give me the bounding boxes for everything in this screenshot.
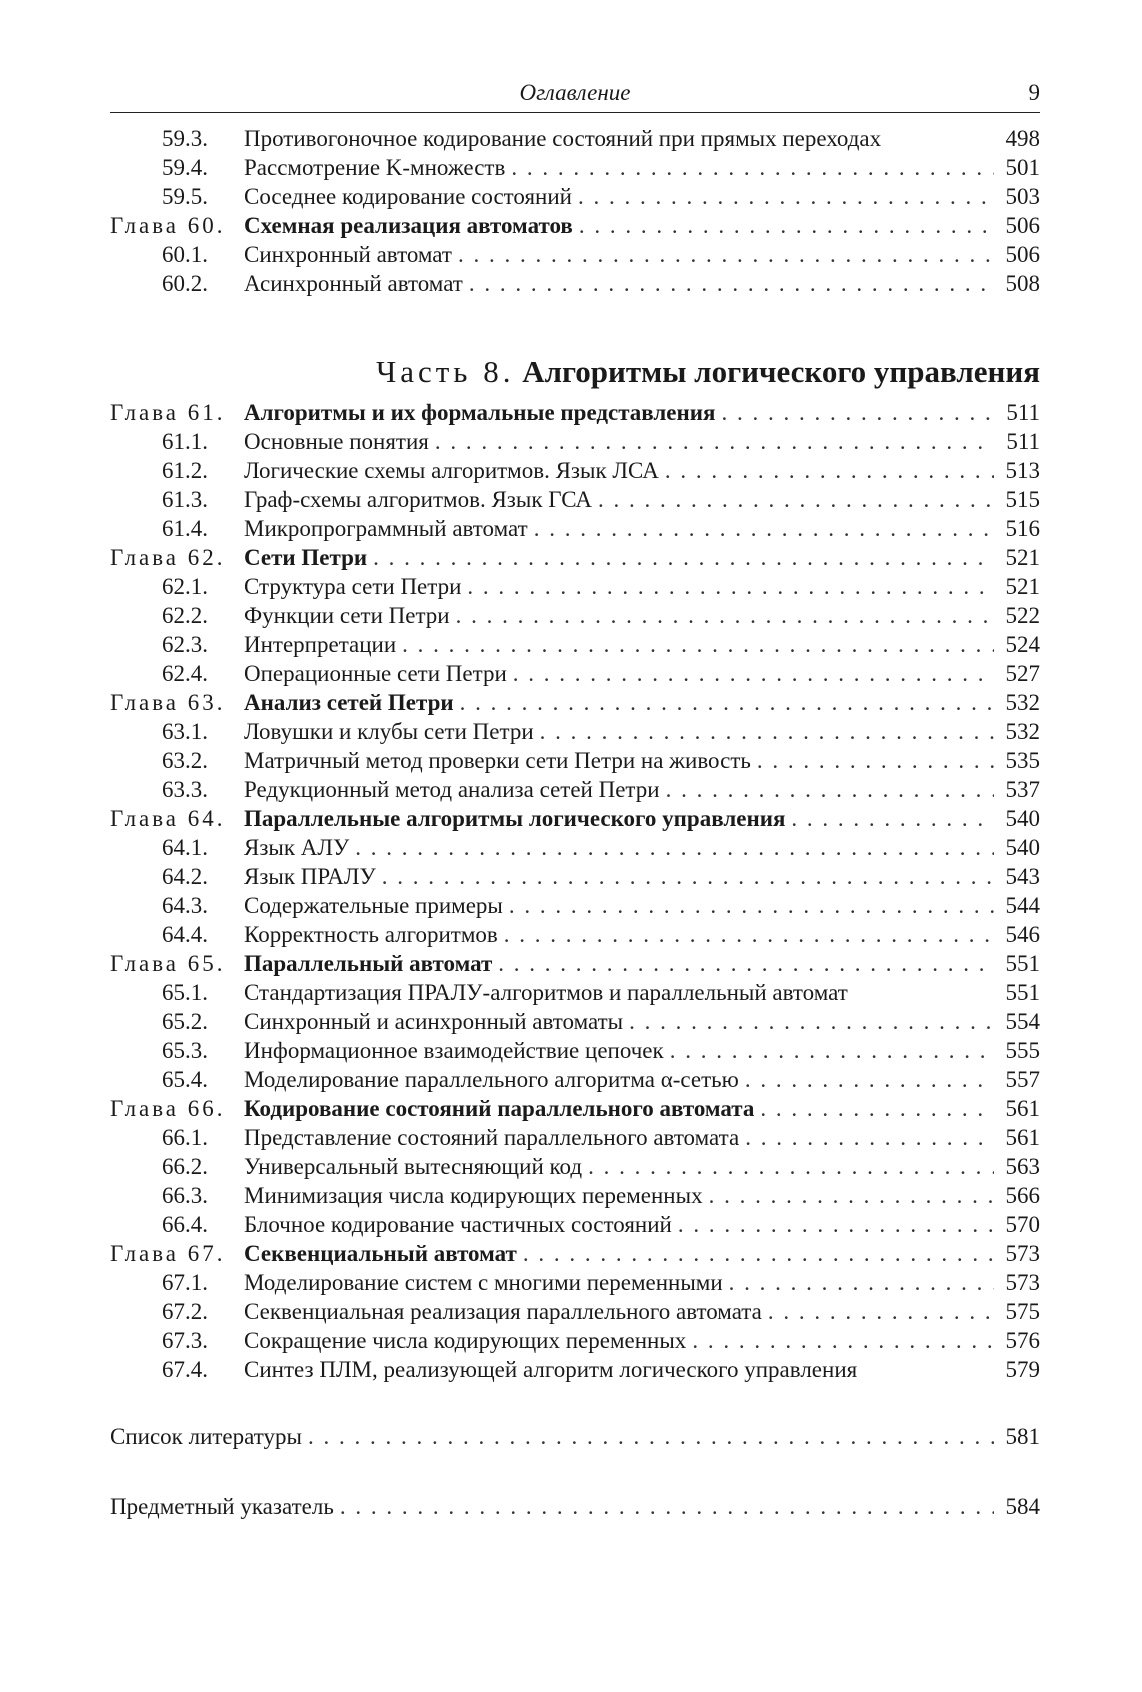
- toc-back-matter: [110, 1420, 1040, 1524]
- dot-leader: [629, 1007, 994, 1036]
- entry-page-number: 573: [1005, 1241, 1040, 1266]
- toc-entry-section[interactable]: [110, 1355, 1040, 1384]
- section-number: 62.2.: [162, 603, 208, 628]
- section-number: 61.4.: [162, 516, 208, 541]
- entry-title: Блочное кодирование частичных состояний: [244, 1212, 672, 1237]
- dot-leader: [355, 833, 994, 862]
- dot-leader: [709, 1181, 994, 1210]
- dot-leader: [579, 211, 994, 240]
- dot-leader: [665, 456, 994, 485]
- toc-entry-section[interactable]: [110, 630, 1040, 659]
- entry-title: Секвенциальная реализация параллельного автомата: [244, 1299, 762, 1324]
- entry-page-number: 506: [1005, 242, 1040, 267]
- toc-entry-section[interactable]: [110, 1152, 1040, 1181]
- dot-leader: [692, 1326, 994, 1355]
- dot-leader: [513, 659, 994, 688]
- entry-title: Корректность алгоритмов: [244, 922, 498, 947]
- toc-entry-section[interactable]: [110, 240, 1040, 269]
- entry-page-number: 527: [1005, 661, 1040, 686]
- toc-entry-section[interactable]: [110, 1123, 1040, 1152]
- section-number: 67.1.: [162, 1270, 208, 1295]
- dot-leader: [467, 572, 994, 601]
- toc-entry-section[interactable]: [110, 717, 1040, 746]
- toc-entry-section[interactable]: [110, 1181, 1040, 1210]
- section-number: 67.2.: [162, 1299, 208, 1324]
- section-number: 62.1.: [162, 574, 208, 599]
- toc-list-top: [110, 124, 1040, 298]
- entry-title: Логические схемы алгоритмов. Язык ЛСА: [244, 458, 659, 483]
- toc-entry-section[interactable]: [110, 862, 1040, 891]
- entry-title: Сети Петри: [244, 545, 368, 570]
- toc-entry-chapter[interactable]: [110, 688, 1040, 717]
- toc-entry-section[interactable]: [110, 1268, 1040, 1297]
- entry-page-number: 573: [1005, 1270, 1040, 1295]
- dot-leader: [340, 1490, 994, 1524]
- entry-title: Параллельный автомат: [244, 951, 493, 976]
- entry-title: Алгоритмы и их формальные представления: [244, 400, 716, 425]
- entry-title: Анализ сетей Петри: [244, 690, 454, 715]
- entry-title: Моделирование параллельного алгоритма α-сетью: [244, 1067, 739, 1092]
- section-number: 67.4.: [162, 1357, 208, 1382]
- section-number: 64.2.: [162, 864, 208, 889]
- toc-entry-chapter[interactable]: [110, 543, 1040, 572]
- toc-list-part: [110, 398, 1040, 1384]
- entry-page-number: 575: [1005, 1299, 1040, 1324]
- toc-entry-section[interactable]: [110, 891, 1040, 920]
- entry-page-number: 537: [1005, 777, 1040, 802]
- toc-entry-section[interactable]: [110, 572, 1040, 601]
- dot-leader: [578, 182, 994, 211]
- section-number: 63.3.: [162, 777, 208, 802]
- entry-page-number: 561: [1005, 1096, 1040, 1121]
- toc-entry-section[interactable]: [110, 1326, 1040, 1355]
- toc-entry-chapter[interactable]: [110, 1239, 1040, 1268]
- dot-leader: [435, 427, 994, 456]
- section-number: 60.1.: [162, 242, 208, 267]
- entry-title: Язык ПРАЛУ: [244, 864, 376, 889]
- dot-leader: [760, 1094, 994, 1123]
- section-number: 61.2.: [162, 458, 208, 483]
- entry-page-number: 508: [1005, 271, 1040, 296]
- dot-leader: [460, 688, 994, 717]
- dot-leader: [458, 240, 994, 269]
- chapter-number: Глава 63.: [110, 690, 226, 715]
- entry-title: Ловушки и клубы сети Петри: [244, 719, 534, 744]
- section-number: 66.3.: [162, 1183, 208, 1208]
- entry-title: Микропрограммный автомат: [244, 516, 528, 541]
- chapter-number: Глава 66.: [110, 1096, 226, 1121]
- entry-page-number: 515: [1005, 487, 1040, 512]
- dot-leader: [498, 949, 994, 978]
- dot-leader: [670, 1036, 994, 1065]
- entry-page-number: 524: [1005, 632, 1040, 657]
- entry-title: Информационное взаимодействие цепочек: [244, 1038, 664, 1063]
- entry-title: Параллельные алгоритмы логического управления: [244, 806, 786, 831]
- section-number: 59.5.: [162, 184, 208, 209]
- entry-title: Редукционный метод анализа сетей Петри: [244, 777, 660, 802]
- toc-entry-section[interactable]: [110, 920, 1040, 949]
- entry-page-number: 554: [1005, 1009, 1040, 1034]
- entry-page-number: 540: [1005, 835, 1040, 860]
- entry-page-number: 546: [1005, 922, 1040, 947]
- toc-entry-section[interactable]: [110, 427, 1040, 456]
- entry-title: Граф-схемы алгоритмов. Язык ГСА: [244, 487, 593, 512]
- entry-page-number: 511: [1006, 400, 1040, 425]
- dot-leader: [523, 1239, 994, 1268]
- chapter-number: Глава 64.: [110, 806, 226, 831]
- section-number: 61.3.: [162, 487, 208, 512]
- entry-page-number: 584: [1005, 1494, 1040, 1519]
- toc-entry-section[interactable]: [110, 485, 1040, 514]
- entry-title: Предметный указатель: [110, 1494, 334, 1519]
- toc-entry-back[interactable]: [110, 1420, 1040, 1454]
- entry-title: Асинхронный автомат: [244, 271, 463, 296]
- entry-title: Матричный метод проверки сети Петри на живость: [244, 748, 751, 773]
- section-number: 67.3.: [162, 1328, 208, 1353]
- entry-title: Структура сети Петри: [244, 574, 462, 599]
- toc-entry-chapter[interactable]: [110, 211, 1040, 240]
- toc-entry-chapter[interactable]: [110, 804, 1040, 833]
- toc-entry-section[interactable]: [110, 182, 1040, 211]
- entry-page-number: 503: [1005, 184, 1040, 209]
- entry-page-number: 511: [1006, 429, 1040, 454]
- entry-title: Представление состояний параллельного автомата: [244, 1125, 740, 1150]
- dot-leader: [598, 485, 994, 514]
- section-number: 65.2.: [162, 1009, 208, 1034]
- entry-title: Функции сети Петри: [244, 603, 450, 628]
- entry-page-number: 563: [1005, 1154, 1040, 1179]
- entry-page-number: 498: [1005, 126, 1040, 151]
- dot-leader: [745, 1065, 994, 1094]
- entry-page-number: 501: [1005, 155, 1040, 180]
- toc-entry-chapter[interactable]: [110, 1094, 1040, 1123]
- section-number: 62.4.: [162, 661, 208, 686]
- dot-leader: [791, 804, 994, 833]
- entry-page-number: 535: [1005, 748, 1040, 773]
- dot-leader: [757, 746, 994, 775]
- entry-title: Минимизация числа кодирующих переменных: [244, 1183, 703, 1208]
- entry-page-number: 544: [1005, 893, 1040, 918]
- entry-title: Противогоночное кодирование состояний при прямых переходах: [244, 126, 882, 151]
- dot-leader: [511, 153, 994, 182]
- entry-title: Сокращение числа кодирующих переменных: [244, 1328, 687, 1353]
- toc-entry-section[interactable]: [110, 746, 1040, 775]
- dot-leader: [373, 543, 994, 572]
- toc-entry-section[interactable]: [110, 775, 1040, 804]
- toc-entry-section[interactable]: [110, 269, 1040, 298]
- dot-leader: [666, 775, 994, 804]
- toc-entry-section[interactable]: [110, 833, 1040, 862]
- section-number: 63.1.: [162, 719, 208, 744]
- toc-page: [110, 78, 1040, 1524]
- dot-leader: [540, 717, 994, 746]
- entry-page-number: 513: [1005, 458, 1040, 483]
- chapter-number: Глава 65.: [110, 951, 226, 976]
- entry-page-number: 579: [1005, 1357, 1040, 1382]
- section-number: 64.1.: [162, 835, 208, 860]
- dot-leader: [509, 891, 994, 920]
- dot-leader: [469, 269, 994, 298]
- section-number: 59.4.: [162, 155, 208, 180]
- chapter-number: Глава 60.: [110, 213, 226, 238]
- entry-page-number: 543: [1005, 864, 1040, 889]
- dot-leader: [308, 1420, 994, 1454]
- toc-entry-section[interactable]: [110, 514, 1040, 543]
- dot-leader: [382, 862, 994, 891]
- chapter-number: Глава 67.: [110, 1241, 226, 1266]
- entry-page-number: 522: [1005, 603, 1040, 628]
- running-head: [110, 78, 1040, 113]
- entry-page-number: 532: [1005, 690, 1040, 715]
- entry-title: Стандартизация ПРАЛУ-алгоритмов и параллельный автомат: [244, 980, 848, 1005]
- section-number: 64.4.: [162, 922, 208, 947]
- section-number: 59.3.: [162, 126, 208, 151]
- dot-leader: [402, 630, 994, 659]
- toc-entry-section[interactable]: [110, 124, 1040, 153]
- toc-entry-section[interactable]: [110, 456, 1040, 485]
- part-title: Алгоритмы логического управления: [522, 354, 1040, 389]
- entry-page-number: 521: [1005, 545, 1040, 570]
- section-number: 65.3.: [162, 1038, 208, 1063]
- section-number: 66.1.: [162, 1125, 208, 1150]
- entry-page-number: 561: [1005, 1125, 1040, 1150]
- section-number: 62.3.: [162, 632, 208, 657]
- entry-page-number: 551: [1005, 980, 1040, 1005]
- entry-page-number: 566: [1005, 1183, 1040, 1208]
- entry-title: Содержательные примеры: [244, 893, 503, 918]
- section-number: 61.1.: [162, 429, 208, 454]
- dot-leader: [588, 1152, 994, 1181]
- entry-page-number: 540: [1005, 806, 1040, 831]
- entry-page-number: 570: [1005, 1212, 1040, 1237]
- page-number: 9: [1028, 80, 1040, 105]
- section-number: 65.1.: [162, 980, 208, 1005]
- toc-entry-section[interactable]: [110, 153, 1040, 182]
- entry-page-number: 506: [1005, 213, 1040, 238]
- entry-title: Синтез ПЛМ, реализующей алгоритм логического управления: [244, 1357, 858, 1382]
- entry-page-number: 557: [1005, 1067, 1040, 1092]
- entry-title: Схемная реализация автоматов: [244, 213, 573, 238]
- running-head-title: Оглавление: [519, 80, 631, 105]
- dot-leader: [729, 1268, 994, 1297]
- entry-title: Универсальный вытесняющий код: [244, 1154, 583, 1179]
- section-number: 66.4.: [162, 1212, 208, 1237]
- dot-leader: [721, 398, 994, 427]
- part-heading: [110, 348, 1040, 396]
- entry-page-number: 532: [1005, 719, 1040, 744]
- toc-entry-section[interactable]: [110, 1297, 1040, 1326]
- toc-entry-section[interactable]: [110, 601, 1040, 630]
- toc-entry-section[interactable]: [110, 659, 1040, 688]
- dot-leader: [745, 1123, 994, 1152]
- dot-leader: [456, 601, 994, 630]
- entry-title: Операционные сети Петри: [244, 661, 507, 686]
- entry-title: Рассмотрение K-множеств: [244, 155, 506, 180]
- entry-page-number: 555: [1005, 1038, 1040, 1063]
- dot-leader: [768, 1297, 994, 1326]
- section-number: 63.2.: [162, 748, 208, 773]
- entry-title: Основные понятия: [244, 429, 429, 454]
- entry-title: Соседнее кодирование состояний: [244, 184, 572, 209]
- section-number: 65.4.: [162, 1067, 208, 1092]
- toc-entry-section[interactable]: [110, 1007, 1040, 1036]
- part-label: Часть 8.: [376, 354, 515, 389]
- chapter-number: Глава 61.: [110, 400, 226, 425]
- toc-entry-section[interactable]: [110, 1210, 1040, 1239]
- entry-page-number: 521: [1005, 574, 1040, 599]
- entry-title: Список литературы: [110, 1424, 302, 1449]
- dot-leader: [678, 1210, 994, 1239]
- dot-leader: [504, 920, 994, 949]
- toc-entry-chapter[interactable]: [110, 398, 1040, 427]
- section-number: 66.2.: [162, 1154, 208, 1179]
- entry-title: Язык АЛУ: [244, 835, 350, 860]
- toc-entry-back[interactable]: [110, 1490, 1040, 1524]
- entry-page-number: 516: [1005, 516, 1040, 541]
- section-number: 64.3.: [162, 893, 208, 918]
- toc-entry-section[interactable]: [110, 978, 1040, 1007]
- section-number: 60.2.: [162, 271, 208, 296]
- toc-entry-chapter[interactable]: [110, 949, 1040, 978]
- dot-leader: [534, 514, 994, 543]
- entry-title: Кодирование состояний параллельного автомата: [244, 1096, 755, 1121]
- toc-entry-section[interactable]: [110, 1065, 1040, 1094]
- entry-title: Синхронный и асинхронный автоматы: [244, 1009, 624, 1034]
- entry-title: Секвенциальный автомат: [244, 1241, 517, 1266]
- toc-entry-section[interactable]: [110, 1036, 1040, 1065]
- entry-title: Моделирование систем с многими переменными: [244, 1270, 723, 1295]
- entry-title: Интерпретации: [244, 632, 397, 657]
- entry-page-number: 581: [1005, 1424, 1040, 1449]
- entry-page-number: 551: [1005, 951, 1040, 976]
- chapter-number: Глава 62.: [110, 545, 226, 570]
- entry-page-number: 576: [1005, 1328, 1040, 1353]
- entry-title: Синхронный автомат: [244, 242, 452, 267]
